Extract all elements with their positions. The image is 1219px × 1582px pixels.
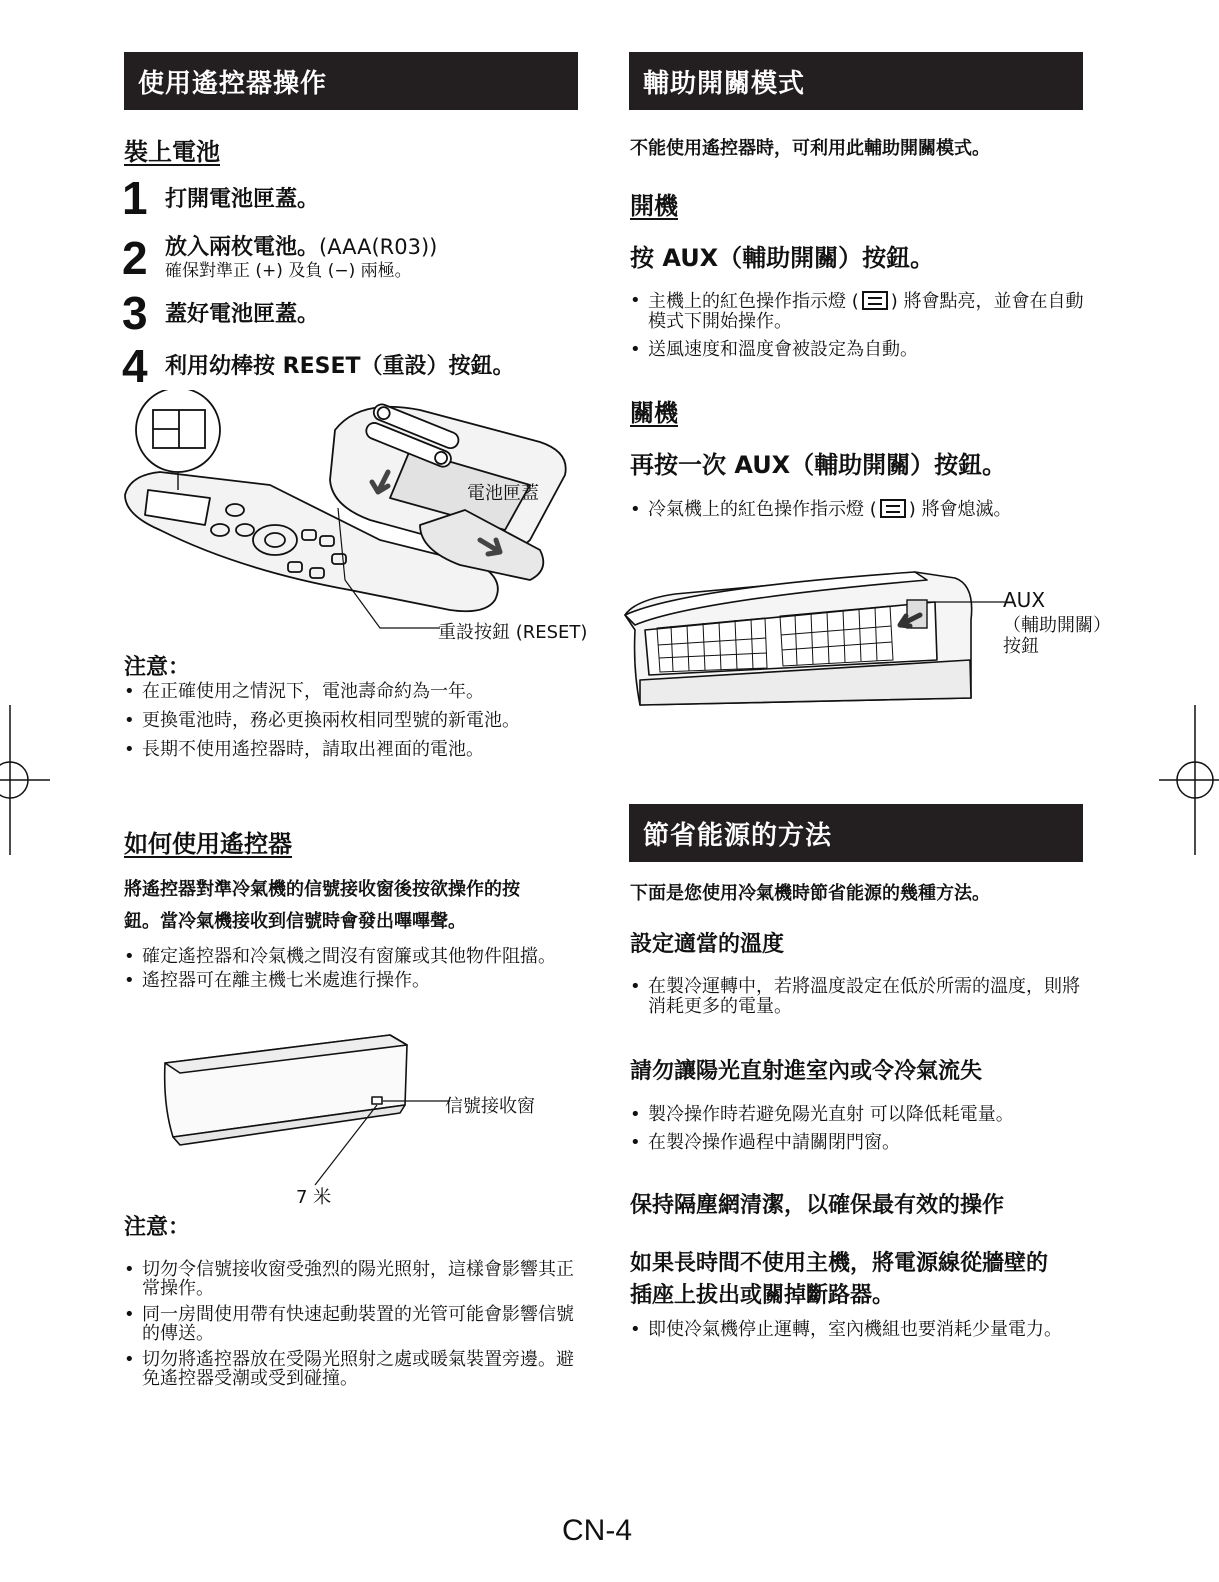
energy-tip-bullet: • 即使冷氣機停止運轉，室內機組也要消耗少量電力。 <box>630 1320 1082 1340</box>
usage-note: • 切勿將遙控器放在受陽光照射之處或暖氣裝置旁邊。避免遙控器受潮或受到碰撞。 <box>124 1350 576 1388</box>
step-4-text: 利用幼棒按 RESET（重設）按鈕。 <box>165 354 515 379</box>
indoor-unit-receiver-illustration <box>155 1025 455 1205</box>
registration-mark-right <box>1159 705 1219 855</box>
section-header-remote: 使用遙控器操作 <box>124 52 578 110</box>
energy-tip-bullet: • 在製冷操作過程中請關閉門窗。 <box>630 1132 1085 1154</box>
energy-intro: 下面是您使用冷氣機時節省能源的幾種方法。 <box>630 883 990 904</box>
bullet-text-a: 主機上的紅色操作指示燈 ( <box>648 291 859 312</box>
bullet-text-b: ) 將會熄滅。 <box>908 499 1012 520</box>
aux-label-3: 按鈕 <box>1003 636 1039 657</box>
power-on-instruction: 按 AUX（輔助開關）按鈕。 <box>630 244 935 272</box>
battery-notes <box>124 681 594 768</box>
reset-button-label: 重設按鈕 (RESET) <box>438 622 588 643</box>
step-2-text: 放入兩枚電池。 <box>165 235 320 260</box>
usage-intro-line-1: 將遙控器對準冷氣機的信號接收窗後按欲操作的按 <box>124 879 520 900</box>
usage-note: • 切勿令信號接收窗受強烈的陽光照射，這樣會影響其正常操作。 <box>124 1260 576 1298</box>
battery-note-title: 注意： <box>124 655 191 680</box>
operation-indicator-icon <box>862 291 888 310</box>
bullet-text-a: 冷氣機上的紅色操作指示燈 ( <box>648 499 877 520</box>
battery-title: 裝上電池 <box>124 138 220 166</box>
usage-title: 如何使用遙控器 <box>124 830 292 858</box>
power-on-title: 開機 <box>630 192 678 220</box>
energy-tip-4-title-line-2: 插座上拔出或關掉斷路器。 <box>630 1283 895 1308</box>
distance-label: 7 米 <box>296 1187 332 1208</box>
energy-tip-4-bullets <box>630 1320 1082 1347</box>
energy-tip-1-bullets <box>630 977 1080 1024</box>
energy-tip-2-bullets <box>630 1104 1085 1161</box>
section-header-aux: 輔助開關模式 <box>629 52 1083 110</box>
receiver-label: 信號接收窗 <box>445 1096 535 1117</box>
usage-note: • 同一房間使用帶有快速起動裝置的光管可能會影響信號的傳送。 <box>124 1305 576 1343</box>
power-off-bullet <box>630 499 1090 521</box>
battery-cover-label: 電池匣蓋 <box>467 483 539 504</box>
battery-note: • 更換電池時，務必更換兩枚相同型號的新電池。 <box>124 710 594 732</box>
power-off-instruction: 再按一次 AUX（輔助開關）按鈕。 <box>630 451 1007 479</box>
usage-bullet: • 遙控器可在離主機七米處進行操作。 <box>124 970 599 992</box>
aux-label-2: （輔助開關） <box>1003 615 1111 636</box>
step-1-text: 打開電池匣蓋。 <box>165 187 320 212</box>
step-1-number: 1 <box>122 172 148 224</box>
usage-bullets <box>124 946 599 999</box>
energy-tip-1-title: 設定適當的溫度 <box>630 932 785 957</box>
energy-tip-4-title-line-1: 如果長時間不使用主機，將電源線從牆壁的 <box>630 1251 1049 1276</box>
step-3-text: 蓋好電池匣蓋。 <box>165 302 320 327</box>
energy-tip-bullet: • 製冷操作時若避免陽光直射 可以降低耗電量。 <box>630 1104 1085 1126</box>
step-2-sub: 確保對準正 (+) 及負 (−) 兩極。 <box>165 261 412 281</box>
step-4-number: 4 <box>122 340 148 392</box>
power-on-bullet <box>630 291 1085 332</box>
bullet-text-b: ) 將會點亮，並會在自動模式下開始操作。 <box>648 291 1084 332</box>
usage-notes <box>124 1260 576 1395</box>
usage-note-title: 注意： <box>124 1215 191 1240</box>
registration-mark-left <box>0 705 50 855</box>
aux-intro: 不能使用遙控器時，可利用此輔助開關模式。 <box>630 138 990 159</box>
energy-tip-bullet: • 在製冷運轉中，若將溫度設定在低於所需的溫度，則將消耗更多的電量。 <box>630 977 1080 1017</box>
page-number: CN-4 <box>562 1514 633 1547</box>
step-3-number: 3 <box>122 287 148 339</box>
step-2-number: 2 <box>122 232 148 284</box>
power-on-bullet: • 送風速度和溫度會被設定為自動。 <box>630 339 1085 361</box>
aux-label-1: AUX <box>1003 588 1046 612</box>
power-on-bullets <box>630 291 1085 368</box>
energy-tip-3-title: 保持隔塵網清潔，以確保最有效的操作 <box>630 1193 1005 1218</box>
energy-tip-2-title: 請勿讓陽光直射進室內或令冷氣流失 <box>630 1059 983 1084</box>
battery-note: • 在正確使用之情況下，電池壽命約為一年。 <box>124 681 594 703</box>
usage-bullet: • 確定遙控器和冷氣機之間沒有窗簾或其他物件阻擋。 <box>124 946 599 968</box>
usage-intro-line-2: 鈕。當冷氣機接收到信號時會發出嗶嗶聲。 <box>124 911 466 932</box>
indoor-unit-aux-illustration <box>615 560 1010 710</box>
remote-battery-illustration <box>120 390 600 640</box>
power-off-bullets <box>630 499 1090 528</box>
battery-note: • 長期不使用遙控器時，請取出裡面的電池。 <box>124 739 594 761</box>
section-header-energy: 節省能源的方法 <box>629 804 1083 862</box>
step-2-battery-type: (AAA(R03)) <box>319 235 438 259</box>
power-off-title: 關機 <box>630 399 678 427</box>
operation-indicator-icon <box>880 499 906 518</box>
